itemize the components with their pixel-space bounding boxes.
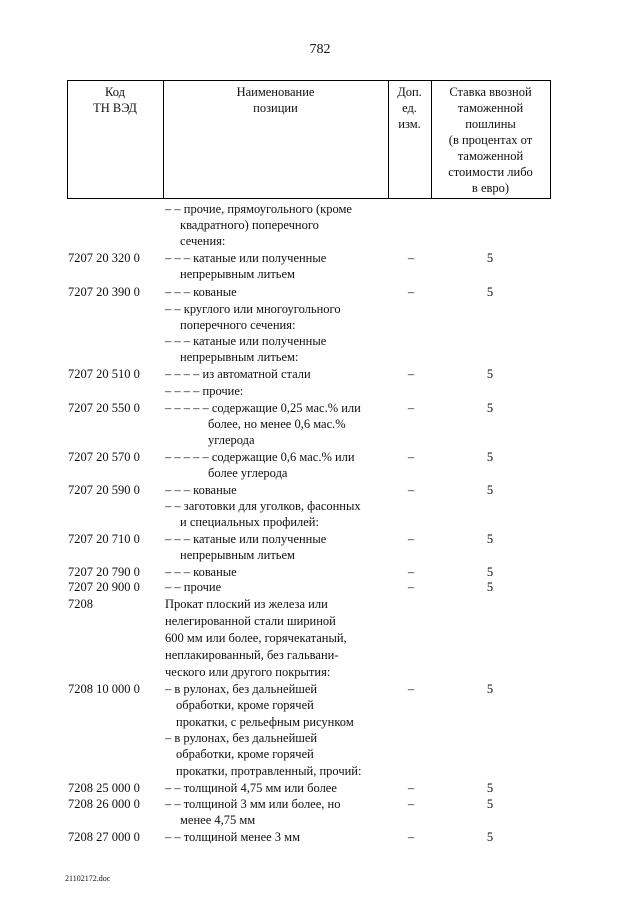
row-rate: 5 — [486, 285, 494, 299]
row-description: более, но менее 0,6 мас.% — [208, 417, 346, 431]
row-description: прокатки, с рельефным рисунком — [176, 715, 354, 729]
table-row — [0, 596, 640, 612]
row-rate: 5 — [486, 251, 494, 265]
row-unit: – — [407, 797, 415, 811]
table-row — [0, 564, 640, 580]
row-description: квадратного) поперечного — [180, 218, 319, 232]
table-row — [0, 449, 640, 465]
header-rate-line: (в процентах от — [448, 133, 533, 147]
table-row — [0, 333, 640, 349]
table-row — [0, 796, 640, 812]
table-row — [0, 266, 640, 282]
row-unit: – — [407, 532, 415, 546]
row-description: ческого или другого покрытия: — [165, 665, 331, 679]
header-rate-line: Ставка ввозной — [449, 85, 532, 99]
table-row — [0, 681, 640, 697]
table-row — [0, 746, 640, 762]
table-row — [0, 664, 640, 680]
row-description: обработки, кроме горячей — [176, 698, 314, 712]
row-description: – – круглого или многоугольного — [165, 302, 341, 316]
table-row — [0, 432, 640, 448]
row-description: – – – кованые — [165, 285, 237, 299]
table-row — [0, 465, 640, 481]
header-code — [67, 84, 163, 116]
footer-filename: 21102172.doc — [65, 874, 111, 883]
table-row — [0, 301, 640, 317]
row-code: 7208 10 000 0 — [68, 682, 140, 696]
header-code-line: Код — [105, 85, 125, 99]
row-description: нелегированной стали шириной — [165, 614, 336, 628]
row-description: непрерывным литьем: — [180, 350, 299, 364]
row-rate: 5 — [486, 797, 494, 811]
row-code: 7207 20 510 0 — [68, 367, 140, 381]
row-description: 600 мм или более, горячекатаный, — [165, 631, 347, 645]
row-description: – – – кованые — [165, 483, 237, 497]
table-row — [0, 647, 640, 663]
row-rate: 5 — [486, 367, 494, 381]
table-row — [0, 780, 640, 796]
row-code: 7207 20 320 0 — [68, 251, 140, 265]
row-rate: 5 — [486, 483, 494, 497]
row-description: углерода — [208, 433, 255, 447]
header-name — [163, 84, 388, 116]
row-unit: – — [407, 580, 415, 594]
table-row — [0, 201, 640, 217]
row-rate: 5 — [486, 682, 494, 696]
row-rate: 5 — [486, 532, 494, 546]
header-code-line: ТН ВЭД — [93, 101, 137, 115]
table-row — [0, 284, 640, 300]
row-description: – – – кованые — [165, 565, 237, 579]
table-row — [0, 613, 640, 629]
row-description: менее 4,75 мм — [180, 813, 256, 827]
row-description: – – толщиной 4,75 мм или более — [165, 781, 337, 795]
header-rate-line: таможенной — [457, 149, 524, 163]
row-description: – в рулонах, без дальнейшей — [165, 731, 318, 745]
row-unit: – — [407, 781, 415, 795]
row-description: – – – катаные или полученные — [165, 532, 327, 546]
row-code: 7207 20 710 0 — [68, 532, 140, 546]
row-rate: 5 — [486, 830, 494, 844]
row-description: – – – – из автоматной стали — [165, 367, 311, 381]
header-name-line: позиции — [253, 101, 298, 115]
table-row — [0, 349, 640, 365]
table-row — [0, 416, 640, 432]
table-row — [0, 531, 640, 547]
header-unit-line: изм. — [398, 117, 421, 131]
header-divider — [550, 80, 551, 198]
row-description: – – – катаные или полученные — [165, 334, 327, 348]
table-row — [0, 730, 640, 746]
row-code: 7207 20 550 0 — [68, 401, 140, 415]
row-description: прокатки, протравленный, прочий: — [176, 764, 362, 778]
row-unit: – — [407, 367, 415, 381]
table-row — [0, 714, 640, 730]
row-unit: – — [407, 565, 415, 579]
row-code: 7207 20 390 0 — [68, 285, 140, 299]
row-code: 7207 20 570 0 — [68, 450, 140, 464]
row-code: 7208 27 000 0 — [68, 830, 140, 844]
table-row — [0, 482, 640, 498]
row-rate: 5 — [486, 781, 494, 795]
header-rate — [431, 84, 550, 196]
header-top-rule — [67, 80, 551, 81]
row-code: 7208 — [68, 597, 93, 611]
table-row — [0, 514, 640, 530]
table-row — [0, 812, 640, 828]
header-unit-line: Доп. — [397, 85, 422, 99]
page-number: 782 — [309, 42, 331, 57]
row-description: – – прочие, прямоугольного (кроме — [165, 202, 352, 216]
header-name-line: Наименование — [236, 85, 315, 99]
header-unit — [388, 84, 431, 132]
row-description: и специальных профилей: — [180, 515, 319, 529]
row-code: 7208 26 000 0 — [68, 797, 140, 811]
row-description: сечения: — [180, 234, 226, 248]
table-row — [0, 697, 640, 713]
row-unit: – — [407, 285, 415, 299]
row-description: – в рулонах, без дальнейшей — [165, 682, 318, 696]
row-description: неплакированный, без гальвани- — [165, 648, 339, 662]
row-description: – – толщиной менее 3 мм — [165, 830, 301, 844]
table-row — [0, 317, 640, 333]
row-description: – – заготовки для уголков, фасонных — [165, 499, 361, 513]
row-description: – – – катаные или полученные — [165, 251, 327, 265]
table-row — [0, 250, 640, 266]
table-row — [0, 400, 640, 416]
row-description: непрерывным литьем — [180, 548, 295, 562]
table-row — [0, 383, 640, 399]
table-row — [0, 630, 640, 646]
row-description: Прокат плоский из железа или — [165, 597, 328, 611]
header-rate-line: в евро) — [471, 181, 510, 195]
header-rate-line: стоимости либо — [448, 165, 533, 179]
row-rate: 5 — [486, 401, 494, 415]
header-unit-line: ед. — [402, 101, 417, 115]
row-description: – – – – прочие: — [165, 384, 244, 398]
table-row — [0, 829, 640, 845]
row-description: – – – – – содержащие 0,25 мас.% или — [165, 401, 361, 415]
row-code: 7207 20 900 0 — [68, 580, 140, 594]
row-code: 7207 20 790 0 — [68, 565, 140, 579]
table-row — [0, 217, 640, 233]
table-row — [0, 233, 640, 249]
row-description: – – толщиной 3 мм или более, но — [165, 797, 341, 811]
table-row — [0, 579, 640, 595]
row-rate: 5 — [486, 450, 494, 464]
row-description: поперечного сечения: — [180, 318, 296, 332]
header-rate-line: таможенной — [457, 101, 524, 115]
row-rate: 5 — [486, 580, 494, 594]
row-code: 7208 25 000 0 — [68, 781, 140, 795]
row-unit: – — [407, 682, 415, 696]
row-rate: 5 — [486, 565, 494, 579]
row-unit: – — [407, 251, 415, 265]
header-rate-line: пошлины — [465, 117, 516, 131]
row-code: 7207 20 590 0 — [68, 483, 140, 497]
table-row — [0, 763, 640, 779]
table-row — [0, 366, 640, 382]
header-bottom-rule — [67, 198, 551, 199]
row-description: – – прочие — [165, 580, 222, 594]
table-row — [0, 498, 640, 514]
row-description: непрерывным литьем — [180, 267, 295, 281]
row-description: – – – – – содержащие 0,6 мас.% или — [165, 450, 355, 464]
row-unit: – — [407, 830, 415, 844]
table-row — [0, 547, 640, 563]
row-unit: – — [407, 450, 415, 464]
row-description: обработки, кроме горячей — [176, 747, 314, 761]
row-description: более углерода — [208, 466, 288, 480]
row-unit: – — [407, 401, 415, 415]
row-unit: – — [407, 483, 415, 497]
